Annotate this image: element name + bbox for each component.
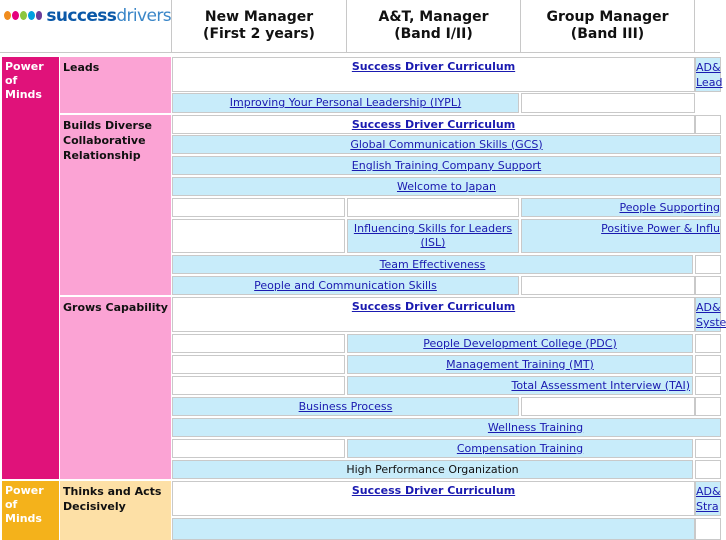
competency-leads: Leads — [60, 57, 171, 113]
link-team-effectiveness[interactable]: Team Effectiveness — [379, 257, 486, 271]
table-cell — [695, 57, 721, 92]
logo-dot-icon — [20, 11, 27, 20]
logo-dot-icon — [12, 11, 19, 20]
column-header-group-manager: Group Manager (Band III) — [521, 0, 695, 53]
table-cell — [172, 518, 695, 540]
link-success-driver-curriculum[interactable]: Success Driver Curriculum — [351, 117, 516, 131]
table-cell — [172, 135, 721, 154]
logo-dot-icon — [36, 11, 43, 20]
competency-grows-capability: Grows Capability — [60, 297, 171, 479]
table-cell — [172, 57, 695, 92]
column-header-new-manager: New Manager (First 2 years) — [172, 0, 347, 53]
table-cell — [521, 198, 721, 217]
logo — [0, 0, 172, 53]
table-cell — [172, 376, 345, 395]
link-success-driver-curriculum[interactable]: Success Driver Curriculum — [351, 484, 516, 497]
table-cell — [172, 355, 345, 374]
table-cell — [172, 156, 721, 175]
link-compensation[interactable]: Compensation Training — [456, 441, 584, 455]
table-cell — [695, 439, 721, 458]
link-people-supporting[interactable]: People Supporting — [619, 200, 720, 214]
table-cell — [521, 276, 695, 295]
table-cell — [695, 376, 721, 395]
link-success-driver-curriculum[interactable]: Success Driver Curriculum — [351, 60, 516, 73]
link-success-driver-curriculum[interactable]: Success Driver Curriculum — [351, 300, 516, 313]
table-cell — [172, 481, 695, 516]
logo-text: successdrivers — [46, 6, 171, 26]
table-cell — [172, 297, 695, 332]
table-cell — [695, 355, 721, 374]
table-cell — [172, 439, 345, 458]
table-cell — [695, 481, 721, 516]
table-cell — [172, 115, 695, 134]
table-cell — [521, 397, 695, 416]
logo-dot-icon — [4, 11, 11, 20]
table-cell — [347, 219, 519, 253]
table-cell — [695, 518, 721, 540]
link-wellness[interactable]: Wellness Training — [487, 420, 584, 434]
table-cell — [695, 297, 726, 332]
column-header-next — [695, 0, 720, 53]
link-ad-strategy[interactable]: AD& Stra — [696, 485, 721, 513]
table-cell — [695, 460, 721, 479]
table-cell — [172, 219, 345, 253]
competency-builds-diverse: Builds Diverse Collaborative Relationship — [60, 115, 171, 295]
pillar-power-of-minds: Power of Minds — [2, 57, 59, 479]
table-cell — [172, 418, 721, 437]
table-cell — [172, 177, 721, 196]
link-positive-power[interactable]: Positive Power & Influ — [601, 222, 720, 235]
link-english-training[interactable]: English Training Company Support — [351, 158, 542, 172]
table-cell — [172, 198, 345, 217]
table-cell — [695, 276, 721, 295]
competency-thinks-acts: Thinks and Acts Decisively — [60, 481, 171, 540]
link-business-process[interactable]: Business Process — [298, 399, 393, 413]
table-cell — [172, 460, 693, 479]
pillar-power-of-minds-2: Power of Minds — [2, 481, 59, 540]
table-cell — [695, 397, 721, 416]
link-people-communication[interactable]: People and Communication Skills — [254, 278, 437, 292]
table-cell — [172, 397, 519, 416]
table-cell — [172, 255, 693, 274]
table-cell — [172, 334, 345, 353]
table-cell — [521, 93, 695, 113]
link-mt[interactable]: Management Training (MT) — [446, 357, 594, 371]
table-cell — [347, 376, 693, 395]
logo-dot-icon — [28, 11, 35, 20]
link-tai[interactable]: Total Assessment Interview (TAI) — [511, 378, 690, 392]
high-performance-organization: High Performance Organization — [346, 462, 519, 476]
link-ad-systems[interactable]: AD& Syste — [696, 301, 726, 329]
link-iypl[interactable]: Improving Your Personal Leadership (IYPL) — [229, 96, 462, 109]
table-cell — [521, 219, 721, 253]
table-cell — [695, 255, 721, 274]
table-cell — [172, 276, 519, 295]
table-cell — [347, 198, 519, 217]
table-cell — [347, 439, 693, 458]
table-cell — [347, 334, 693, 353]
table-cell — [695, 115, 721, 134]
table-cell — [172, 93, 519, 113]
column-header-at-manager: A&T, Manager (Band I/II) — [347, 0, 521, 53]
table-cell — [347, 355, 693, 374]
link-ad-leadership[interactable]: AD& Lead — [696, 61, 723, 89]
table-cell — [695, 334, 721, 353]
link-pdc[interactable]: People Development College (PDC) — [423, 336, 617, 350]
link-gcs[interactable]: Global Communication Skills (GCS) — [350, 137, 543, 151]
link-isl[interactable]: Influencing Skills for Leaders (ISL) — [353, 222, 513, 249]
link-welcome-to-japan[interactable]: Welcome to Japan — [396, 179, 497, 193]
